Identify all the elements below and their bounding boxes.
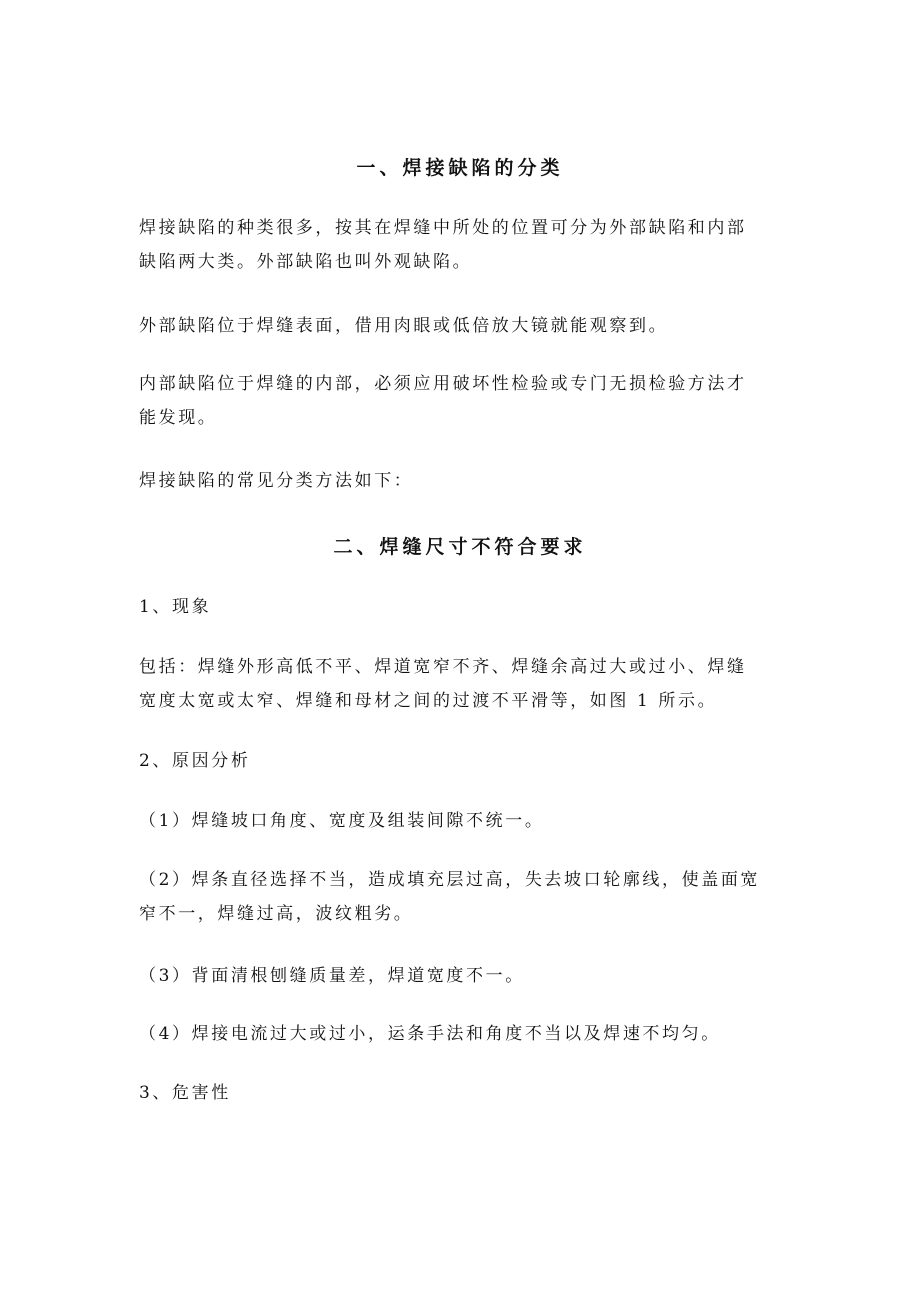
paragraph-line: 3、危害性 — [139, 1083, 231, 1103]
paragraph-line: 缺陷两大类。外部缺陷也叫外观缺陷。 — [139, 252, 473, 272]
paragraph-line: 外部缺陷位于焊缝表面，借用肉眼或低倍放大镜就能观察到。 — [139, 316, 669, 336]
paragraph-cause-3 — [139, 959, 779, 993]
paragraph-hazard-title — [139, 1076, 779, 1110]
paragraph-line: 焊接缺陷的种类很多，按其在焊缝中所处的位置可分为外部缺陷和内部 — [139, 218, 747, 238]
paragraph-line: （4）焊接电流过大或过小，运条手法和角度不当以及焊速不均匀。 — [139, 1024, 721, 1044]
paragraph-line: 1、现象 — [139, 597, 212, 617]
paragraph-line: 内部缺陷位于焊缝的内部，必须应用破坏性检验或专门无损检验方法才 — [139, 374, 747, 394]
paragraph-line: 焊接缺陷的常见分类方法如下： — [139, 471, 414, 491]
paragraph-phenomenon-title — [139, 590, 779, 624]
paragraph-cause-2 — [139, 863, 779, 931]
section-heading-weld-size: 二、焊缝尺寸不符合要求 — [333, 536, 587, 558]
paragraph-cause-4 — [139, 1017, 779, 1051]
paragraph-line: （3）背面清根刨缝质量差，焊道宽度不一。 — [139, 966, 525, 986]
paragraph-internal-defects — [139, 367, 779, 435]
paragraph-cause-title — [139, 744, 779, 778]
section-heading-classification: 一、焊接缺陷的分类 — [356, 157, 564, 179]
paragraph-external-defects — [139, 309, 779, 343]
paragraph-line: 宽度太宽或太窄、焊缝和母材之间的过渡不平滑等，如图 1 所示。 — [139, 691, 718, 711]
paragraph-line: 能发现。 — [139, 408, 218, 428]
paragraph-line: （1）焊缝坡口角度、宽度及组装间隙不统一。 — [139, 811, 545, 831]
paragraph-phenomenon-detail — [139, 650, 779, 718]
paragraph-line: 包括：焊缝外形高低不平、焊道宽窄不齐、焊缝余高过大或过小、焊缝 — [139, 657, 747, 677]
paragraph-line: （2）焊条直径选择不当，造成填充层过高，失去坡口轮廓线，使盖面宽 — [139, 870, 761, 890]
paragraph-line: 窄不一，焊缝过高，波纹粗劣。 — [139, 904, 414, 924]
paragraph-classification-methods — [139, 464, 779, 498]
paragraph-line: 2、原因分析 — [139, 751, 251, 771]
paragraph-defect-types — [139, 211, 779, 279]
paragraph-cause-1 — [139, 804, 779, 838]
